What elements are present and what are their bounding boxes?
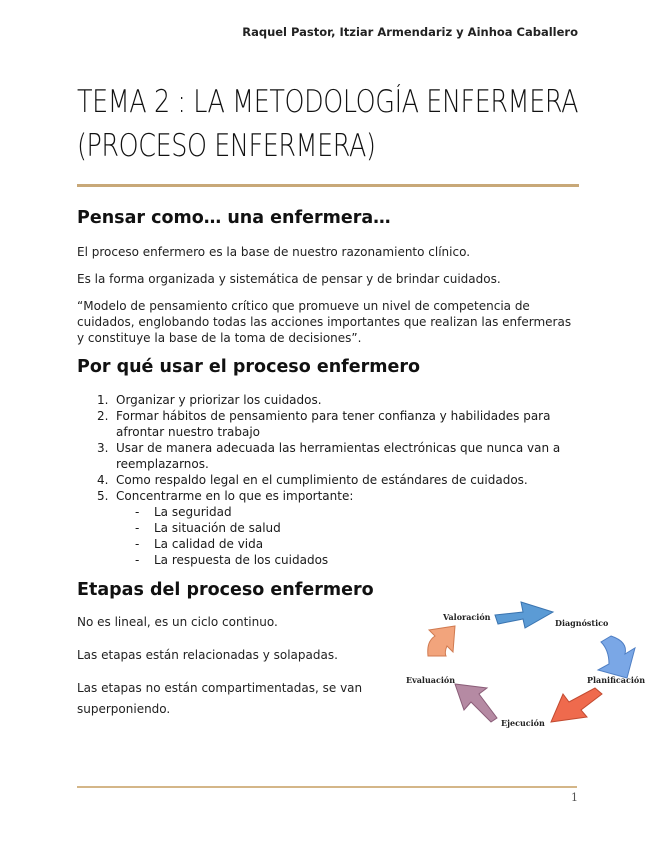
arrow-diagnostico-planificacion [598,636,635,678]
list-number: 2. [97,409,109,423]
arrow-planificacion-ejecucion [551,688,602,722]
list-number: 5. [97,489,109,503]
dash-bullet: - [135,537,140,551]
section-heading-etapas: Etapas del proceso enfermero [77,580,374,600]
sub-list-item [116,504,577,520]
stage-label-evaluacion: Evaluación [406,675,456,685]
sub-list-text: La calidad de vida [154,537,264,551]
dash-bullet: - [135,505,140,519]
stage-label-diagnostico: Diagnóstico [555,618,609,628]
paragraph: El proceso enfermero es la base de nuestro razonamiento clínico. [77,245,471,259]
paragraph: Es la forma organizada y sistemática de pensar y de brindar cuidados. [77,272,501,286]
sub-list-item [116,520,577,536]
footer-divider [77,786,577,788]
stage-label-valoracion: Valoración [443,612,491,622]
list-item [77,440,577,472]
list-text: Usar de manera adecuada las herramientas electrónicas que nunca van a reemplazarnos. [116,441,561,471]
title-line-2: (PROCESO ENFERMERA) [77,128,376,164]
paragraph: Las etapas no están compartimentadas, se van superponiendo. [77,681,363,716]
list-text: Organizar y priorizar los cuidados. [116,393,322,407]
stage-label-ejecucion: Ejecución [501,718,545,728]
list-item [77,488,577,568]
section-heading-pensar: Pensar como… una enfermera… [77,208,391,228]
arrow-valoracion-diagnostico [495,602,553,628]
dash-bullet: - [135,553,140,567]
paragraph: Las etapas están relacionadas y solapadas. [77,648,338,662]
list-text: Formar hábitos de pensamiento para tener confianza y habilidades para afrontar nuestro trabajo [116,409,551,439]
list-item [77,472,577,488]
dash-bullet: - [135,521,140,535]
sub-list [116,504,577,568]
list-number: 3. [97,441,109,455]
list-number: 1. [97,393,109,407]
paragraph: No es lineal, es un ciclo continuo. [77,615,278,629]
sub-list-text: La situación de salud [154,521,281,535]
list-text: Concentrarme en lo que es importante: [116,489,354,503]
list-text: Como respaldo legal en el cumplimiento de estándares de cuidados. [116,473,528,487]
sub-list-text: La respuesta de los cuidados [154,553,329,567]
sub-list-item [116,536,577,552]
arrow-ejecucion-evaluacion [455,684,497,722]
quote-paragraph: “Modelo de pensamiento crítico que promueve un nivel de competencia de cuidados, englobando todas las acciones importantes que realizan las enfermeras y constituye la base de la toma de decisiones”. [77,299,572,345]
arrow-evaluacion-valoracion [428,626,455,656]
document-header-authors: Raquel Pastor, Itziar Armendariz y Ainhoa Caballero [242,25,578,39]
document-title [77,80,579,168]
title-divider [77,184,579,187]
reasons-list [77,392,577,568]
sub-list-item [116,552,577,568]
list-item [77,392,577,408]
title-line-1: TEMA 2 : LA METODOLOGÍA ENFERMERA [77,84,579,120]
list-number: 4. [97,473,109,487]
sub-list-text: La seguridad [154,505,232,519]
section-heading-por-que: Por qué usar el proceso enfermero [77,357,421,377]
process-cycle-diagram [395,590,645,735]
page-number: 1 [571,791,578,804]
stage-label-planificacion: Planificación [587,675,645,685]
list-item [77,408,577,440]
